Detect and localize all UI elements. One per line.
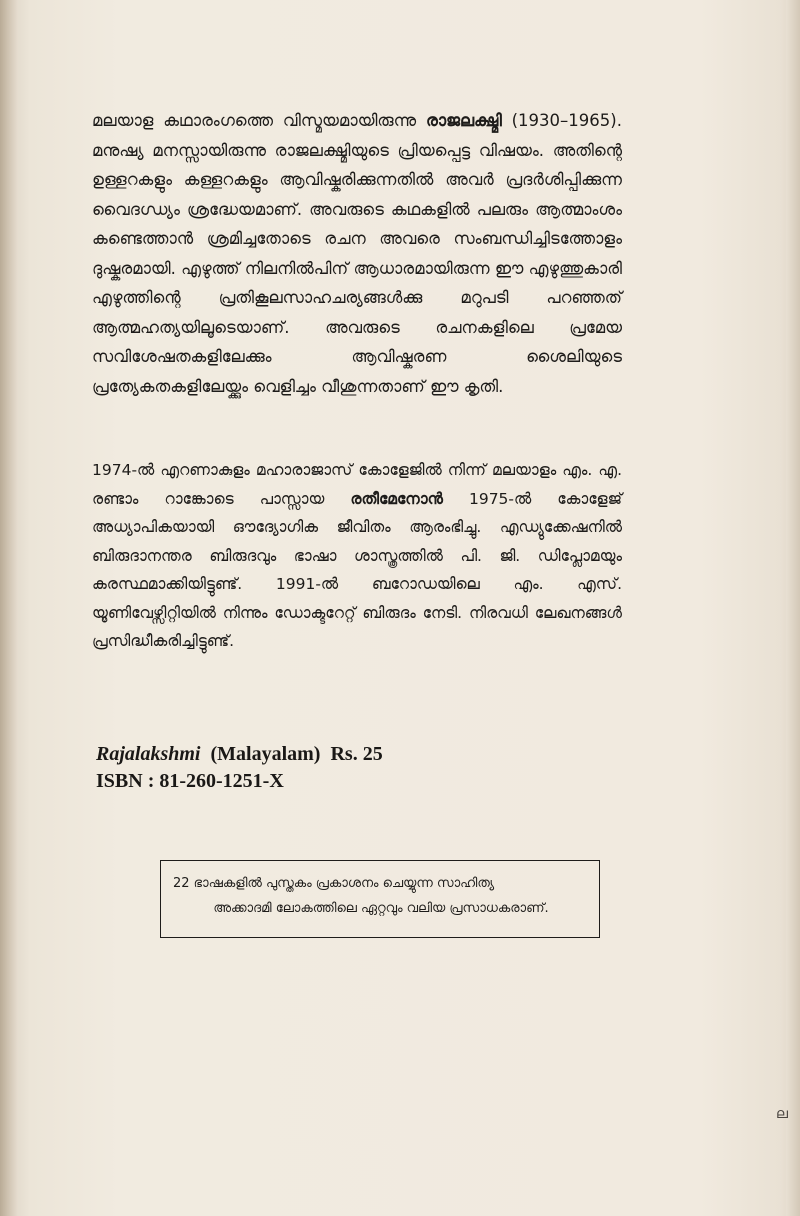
author-paragraph [92,456,622,656]
bio-intro-text: മലയാള കഥാരംഗത്തെ വിസ്മയമായിരുന്നു [92,111,426,130]
spine-shadow [0,0,18,1216]
book-price: Rs. 25 [330,743,383,765]
publisher-note-line1: 22 ഭാഷകളിൽ പുസ്തകം പ്രകാശനം ചെയ്യുന്ന സാഹിത്യ [173,876,495,891]
author-body-text: 1975-ൽ കോളേജ് അധ്യാപികയായി ഔദ്യോഗിക ജീവിതം ആരംഭിച്ചു. എഡ്യുക്കേഷനിൽ ബിരുദാനന്തര ബിരുദവും ഭാഷാ ശാസ്ത്രത്തിൽ പി. ജി. ഡിപ്ലോമയും കരസ്ഥമാക്കിയിട്ടുണ്ട്. 1991-ൽ ബറോഡയിലെ എം. എസ്. യൂണിവേഴ്സിറ്റിയിൽ നിന്നും ഡോക്ടറേറ്റ് ബിരുദം നേടി. നിരവധി ലേഖനങ്ങൾ പ്രസിദ്ധീകരിച്ചിട്ടുണ്ട്. [92,489,623,650]
bio-body-text: (1930–1965). മനുഷ്യ മനസ്സായിരുന്നു രാജലക്ഷ്മിയുടെ പ്രിയപ്പെട്ട വിഷയം. അതിന്റെ ഉള്ളറകളും കള്ളറകളും ആവിഷ്കരിക്കുന്നതിൽ അവർ പ്രദർശിപ്പിക്കുന്ന വൈദഗ്ധ്യം ശ്രദ്ധേയമാണ്. അവരുടെ കഥകളിൽ പലരും ആത്മാംശം കണ്ടെത്താൻ ശ്രമിച്ചതോടെ രചന അവരെ സംബന്ധിച്ചിടത്തോളം ദുഷ്കരമായി. എഴുത്ത് നിലനിൽപിന് ആധാരമായിരുന്ന ഈ എഴുത്തുകാരി എഴുത്തിന്റെ പ്രതികൂലസാഹചര്യങ്ങൾക്കു മറുപടി പറഞ്ഞത് ആത്മഹത്യയിലൂടെയാണ്. അവരുടെ രചനകളിലെ പ്രമേയ സവിശേഷതകളിലേക്കും ആവിഷ്കരണ ശൈലിയുടെ പ്രത്യേകതകളിലേയ്ക്കും വെളിച്ചം വീശുന്നതാണ് ഈ കൃതി. [92,111,622,396]
biography-paragraph [92,106,622,401]
book-language: (Malayalam) [210,743,321,765]
book-title: Rajalakshmi [96,743,201,765]
isbn: ISBN : 81-260-1251-X [96,770,284,792]
author-name: രതീമേനോൻ [350,489,443,508]
publisher-note-line2: അക്കാദമി ലോകത്തിലെ ഏറ്റവും വലിയ പ്രസാധകരാണ്. [213,901,549,916]
book-info [96,741,383,795]
edge-character: ല [776,1106,788,1122]
author-intro-text: 1974-ൽ എറണാകുളം മഹാരാജാസ് കോളേജിൽ നിന്ന് മലയാളം എം. എ. രണ്ടാം റാങ്കോടെ പാസ്സായ [92,461,622,508]
subject-name: രാജലക്ഷ്മി [425,111,502,130]
title-line [96,741,383,768]
page-edge [786,0,800,1216]
publisher-note-box [160,860,600,938]
